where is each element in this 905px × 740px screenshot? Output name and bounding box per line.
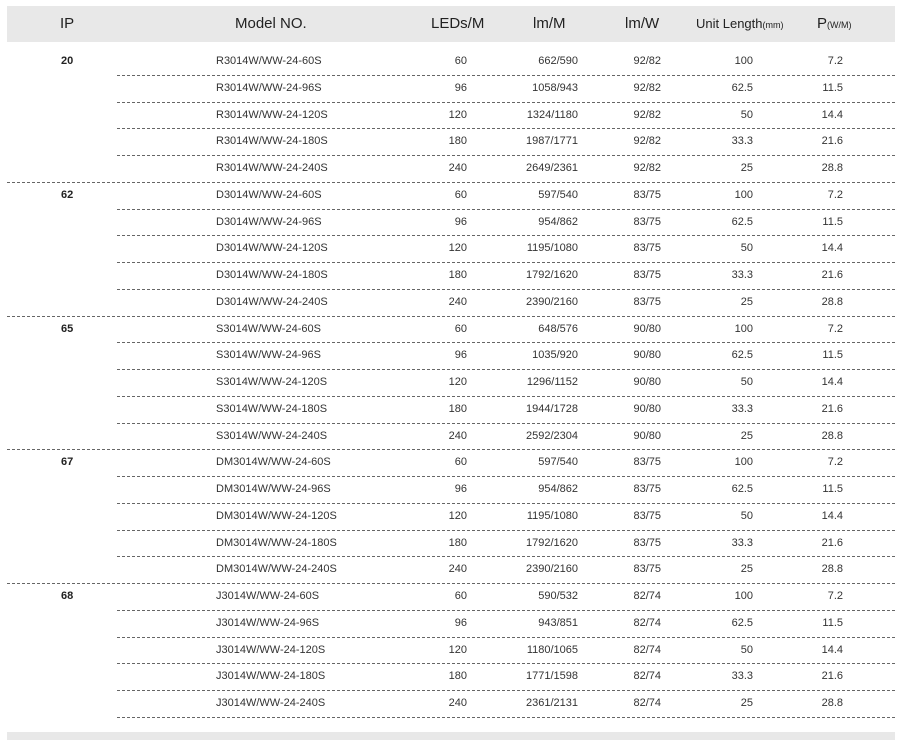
- table-row: [0, 263, 905, 290]
- cell-leds: 120: [448, 242, 467, 255]
- cell-length: 62.5: [731, 616, 753, 629]
- cell-lmw: 92/82: [633, 135, 661, 148]
- cell-length: 62.5: [731, 81, 753, 94]
- cell-length: 100: [734, 188, 753, 201]
- header-power-unit: (W/M): [827, 20, 852, 30]
- cell-lmw: 82/74: [633, 590, 661, 602]
- table-header: [7, 6, 895, 42]
- cell-length: 62.5: [731, 349, 753, 362]
- cell-model: R3014W/WW-24-120S: [216, 108, 328, 121]
- cell-lmw: 90/80: [633, 376, 661, 388]
- cell-leds: 60: [454, 55, 467, 67]
- cell-lmw: 92/82: [633, 81, 661, 94]
- cell-leds: 240: [448, 563, 467, 576]
- table-row: [0, 236, 905, 263]
- cell-model: R3014W/WW-24-180S: [216, 135, 328, 148]
- cell-model: S3014W/WW-24-96S: [216, 349, 321, 362]
- table-row: [0, 156, 905, 183]
- cell-length: 100: [734, 456, 753, 469]
- cell-power: 11.5: [822, 215, 843, 228]
- ip-rating: 62: [61, 188, 74, 201]
- cell-power: 28.8: [821, 162, 843, 174]
- cell-length: 25: [740, 429, 753, 442]
- cell-lmw: 83/75: [633, 188, 661, 201]
- cell-lmw: 90/80: [633, 322, 661, 335]
- table-row: [0, 450, 905, 477]
- cell-lm: 943/851: [538, 616, 578, 629]
- cell-lm: 1195/1080: [526, 242, 578, 255]
- table-row: [0, 611, 905, 638]
- cell-lmw: 82/74: [633, 643, 661, 656]
- cell-lm: 954/862: [538, 215, 578, 228]
- table-row: [0, 424, 905, 451]
- cell-lm: 597/540: [538, 456, 578, 469]
- header-power: [817, 6, 852, 42]
- table-row: [0, 76, 905, 103]
- cell-leds: 240: [448, 429, 467, 442]
- cell-model: R3014W/WW-24-60S: [216, 55, 322, 67]
- cell-length: 33.3: [731, 536, 753, 549]
- table-row: [0, 531, 905, 558]
- cell-power: 11.5: [822, 616, 843, 629]
- cell-lm: 2390/2160: [526, 295, 578, 308]
- cell-lmw: 90/80: [633, 349, 661, 362]
- cell-power: 7.2: [827, 590, 843, 602]
- table-row: [0, 397, 905, 424]
- cell-length: 25: [740, 697, 753, 709]
- cell-power: 28.8: [821, 697, 843, 709]
- header-power-label: P: [817, 15, 828, 32]
- table-row: [0, 584, 905, 611]
- cell-leds: 96: [454, 349, 467, 362]
- cell-power: 14.4: [821, 242, 843, 255]
- cell-model: DM3014W/WW-24-240S: [216, 563, 337, 576]
- cell-leds: 180: [448, 402, 467, 415]
- cell-model: J3014W/WW-24-60S: [216, 590, 320, 602]
- cell-leds: 120: [448, 376, 467, 388]
- cell-lm: 1296/1152: [526, 376, 578, 388]
- cell-lm: 2361/2131: [526, 697, 578, 709]
- cell-model: R3014W/WW-24-96S: [216, 81, 322, 94]
- cell-lmw: 83/75: [633, 295, 661, 308]
- cell-lm: 1195/1080: [526, 509, 578, 522]
- cell-lm: 590/532: [538, 590, 578, 602]
- cell-power: 11.5: [822, 81, 843, 94]
- cell-lm: 1792/1620: [526, 536, 578, 549]
- cell-length: 25: [740, 295, 753, 308]
- cell-lmw: 83/75: [633, 269, 661, 281]
- cell-lm: 2592/2304: [526, 429, 578, 442]
- cell-power: 7.2: [827, 55, 843, 67]
- cell-model: DM3014W/WW-24-120S: [216, 509, 337, 522]
- row-divider: [117, 717, 895, 718]
- cell-leds: 180: [448, 135, 467, 148]
- header-unit-length-unit: (mm): [762, 20, 784, 30]
- cell-lmw: 83/75: [633, 536, 661, 549]
- cell-power: 28.8: [821, 295, 843, 308]
- table-row: [0, 664, 905, 691]
- cell-model: J3014W/WW-24-96S: [216, 616, 320, 629]
- header-unit-length-label: Unit Length: [696, 16, 763, 31]
- cell-length: 25: [740, 162, 753, 174]
- cell-lmw: 82/74: [633, 697, 661, 709]
- cell-lm: 1944/1728: [526, 402, 578, 415]
- cell-lm: 1792/1620: [526, 269, 578, 281]
- cell-model: J3014W/WW-24-240S: [216, 697, 326, 709]
- cell-lm: 1771/1598: [526, 670, 578, 683]
- cell-model: D3014W/WW-24-240S: [216, 295, 328, 308]
- cell-power: 7.2: [827, 322, 843, 335]
- cell-power: 28.8: [821, 429, 843, 442]
- table-row: [0, 103, 905, 130]
- cell-leds: 180: [448, 269, 467, 281]
- cell-power: 14.4: [821, 108, 843, 121]
- cell-model: S3014W/WW-24-120S: [216, 376, 328, 388]
- cell-model: D3014W/WW-24-180S: [216, 269, 328, 281]
- cell-lm: 1324/1180: [526, 108, 578, 121]
- table-row: [0, 129, 905, 156]
- cell-leds: 240: [448, 697, 467, 709]
- ip-rating: 65: [61, 322, 74, 335]
- cell-model: S3014W/WW-24-60S: [216, 322, 321, 335]
- cell-model: DM3014W/WW-24-96S: [216, 483, 331, 495]
- cell-model: J3014W/WW-24-120S: [216, 643, 326, 656]
- cell-lmw: 92/82: [633, 162, 661, 174]
- cell-leds: 60: [454, 590, 467, 602]
- cell-model: DM3014W/WW-24-60S: [216, 456, 331, 469]
- header-lmw: lm/W: [625, 15, 660, 32]
- header-lm: lm/M: [533, 15, 566, 32]
- cell-power: 7.2: [827, 456, 843, 469]
- cell-power: 21.6: [821, 135, 843, 148]
- cell-length: 33.3: [731, 402, 753, 415]
- table-row: [0, 370, 905, 397]
- cell-lmw: 82/74: [633, 670, 661, 683]
- cell-lm: 597/540: [538, 188, 578, 201]
- cell-model: S3014W/WW-24-240S: [216, 429, 328, 442]
- header-ip: IP: [60, 15, 75, 32]
- table-row: [0, 557, 905, 584]
- table-row: [0, 290, 905, 317]
- cell-power: 14.4: [821, 376, 843, 388]
- cell-length: 33.3: [731, 269, 753, 281]
- ip-rating: 20: [61, 55, 74, 67]
- cell-lm: 1058/943: [532, 81, 578, 94]
- cell-length: 33.3: [731, 135, 753, 148]
- cell-leds: 180: [448, 536, 467, 549]
- cell-power: 14.4: [821, 643, 843, 656]
- cell-length: 62.5: [731, 483, 753, 495]
- cell-lm: 2649/2361: [526, 162, 578, 174]
- table-row: [0, 477, 905, 504]
- cell-power: 21.6: [821, 536, 843, 549]
- cell-lmw: 90/80: [633, 429, 661, 442]
- cell-leds: 120: [448, 108, 467, 121]
- cell-model: D3014W/WW-24-60S: [216, 188, 322, 201]
- cell-length: 50: [740, 643, 753, 656]
- cell-length: 50: [740, 108, 753, 121]
- header-model: Model NO.: [235, 15, 307, 32]
- cell-lmw: 83/75: [633, 509, 661, 522]
- cell-lmw: 90/80: [633, 402, 661, 415]
- cell-power: 11.5: [822, 483, 843, 495]
- cell-leds: 96: [454, 215, 467, 228]
- cell-leds: 60: [454, 456, 467, 469]
- cell-leds: 240: [448, 162, 467, 174]
- cell-leds: 60: [454, 188, 467, 201]
- cell-lm: 648/576: [538, 322, 578, 335]
- table-row: [0, 638, 905, 665]
- cell-lm: 954/862: [538, 483, 578, 495]
- cell-leds: 96: [454, 616, 467, 629]
- cell-length: 50: [740, 242, 753, 255]
- cell-length: 50: [740, 509, 753, 522]
- cell-length: 33.3: [731, 670, 753, 683]
- cell-lm: 1180/1065: [526, 643, 578, 656]
- cell-lmw: 83/75: [633, 563, 661, 576]
- header-unit-length: [696, 6, 784, 42]
- cell-length: 62.5: [731, 215, 753, 228]
- cell-power: 14.4: [821, 509, 843, 522]
- cell-model: D3014W/WW-24-120S: [216, 242, 328, 255]
- table-row: [0, 49, 905, 76]
- cell-lmw: 83/75: [633, 242, 661, 255]
- cell-power: 21.6: [821, 402, 843, 415]
- cell-power: 21.6: [821, 269, 843, 281]
- cell-lm: 662/590: [538, 55, 578, 67]
- cell-model: J3014W/WW-24-180S: [216, 670, 326, 683]
- header-leds: LEDs/M: [431, 15, 485, 32]
- cell-lmw: 92/82: [633, 108, 661, 121]
- cell-power: 21.6: [821, 670, 843, 683]
- cell-lmw: 92/82: [633, 55, 661, 67]
- cell-lm: 1987/1771: [526, 135, 578, 148]
- footer-bar: [7, 732, 895, 740]
- cell-lmw: 83/75: [633, 483, 661, 495]
- cell-length: 100: [734, 55, 753, 67]
- cell-leds: 120: [448, 509, 467, 522]
- table-row: [0, 343, 905, 370]
- cell-lm: 1035/920: [532, 349, 578, 362]
- table-row: [0, 210, 905, 237]
- table-row: [0, 317, 905, 344]
- cell-power: 11.5: [822, 349, 843, 362]
- cell-lm: 2390/2160: [526, 563, 578, 576]
- cell-lmw: 82/74: [633, 616, 661, 629]
- cell-lmw: 83/75: [633, 215, 661, 228]
- cell-power: 28.8: [821, 563, 843, 576]
- table-row: [0, 691, 905, 718]
- cell-power: 7.2: [827, 188, 843, 201]
- table-row: [0, 183, 905, 210]
- cell-leds: 60: [454, 322, 467, 335]
- cell-length: 50: [740, 376, 753, 388]
- cell-leds: 180: [448, 670, 467, 683]
- ip-rating: 67: [61, 456, 74, 469]
- cell-lmw: 83/75: [633, 456, 661, 469]
- cell-length: 25: [740, 563, 753, 576]
- cell-leds: 240: [448, 295, 467, 308]
- ip-rating: 68: [61, 590, 74, 602]
- cell-leds: 96: [454, 81, 467, 94]
- cell-leds: 96: [454, 483, 467, 495]
- cell-model: DM3014W/WW-24-180S: [216, 536, 337, 549]
- cell-model: S3014W/WW-24-180S: [216, 402, 328, 415]
- cell-model: D3014W/WW-24-96S: [216, 215, 322, 228]
- cell-length: 100: [734, 590, 753, 602]
- cell-model: R3014W/WW-24-240S: [216, 162, 328, 174]
- cell-leds: 120: [448, 643, 467, 656]
- cell-length: 100: [734, 322, 753, 335]
- table-row: [0, 504, 905, 531]
